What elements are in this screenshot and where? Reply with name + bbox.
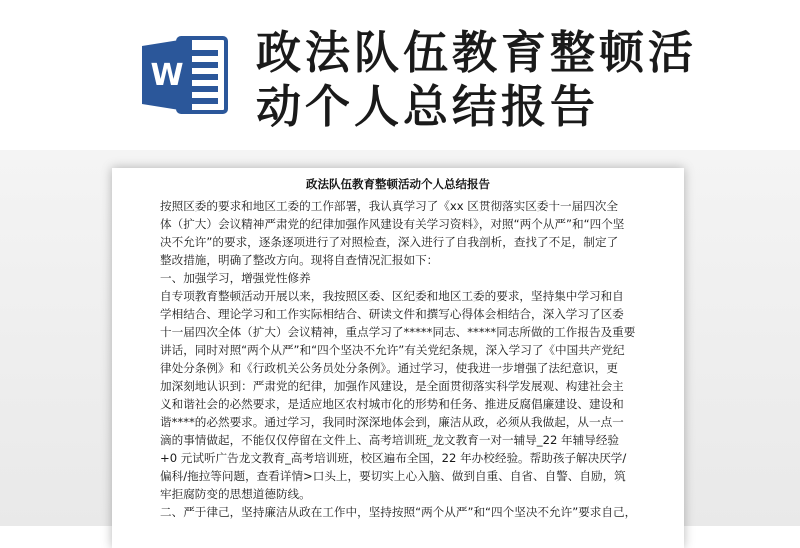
- document-line: 牢拒腐防变的思想道德防线。: [160, 487, 311, 501]
- document-line: 律处分条例》和《行政机关公务员处分条例》。通过学习，使我进一步增强了法纪意识，更: [160, 361, 618, 375]
- document-line: 整改措施，明确了整改方向。现将自查情况汇报如下：: [160, 253, 439, 267]
- document-title: 政法队伍教育整顿活动个人总结报告: [306, 177, 490, 191]
- word-icon: [140, 30, 230, 120]
- document-line: 偏科/拖拉等问题，查看详情>口头上，要切实上心入脑、做到自重、自省、自警、自励，筑: [160, 469, 626, 483]
- document-line: 决不允许”的要求，逐条逐项进行了对照检查，深入进行了自我剖析，查找了不足，制定了: [160, 235, 619, 249]
- document-line: 谐****的必然要求。通过学习，我同时深深地体会到，廉洁从政，必须从我做起，从一点一: [160, 415, 624, 429]
- document-line: +0 元试听广告龙文教育_高考培训班，校区遍布全国，22 年办校经验。帮助孩子解决厌学/: [160, 451, 627, 465]
- page-title-line1: 政法队伍教育整顿活: [256, 26, 698, 79]
- header-banner: [0, 0, 800, 160]
- document-line: 加深刻地认识到：严肃党的纪律，加强作风建设，是全面贯彻落实科学发展观、构建社会主: [160, 379, 624, 393]
- document-line: 学相结合、理论学习和工作实际相结合、研读文件和撰写心得体会相结合，深入学习了区委: [160, 307, 624, 321]
- section-heading: 二、严于律己，坚持廉洁从政在工作中，坚持按照“两个从严”和“四个坚决不允许”要求自己，: [160, 505, 637, 519]
- document-line: 讲话，同时对照“两个从严”和“四个坚决不允许”有关党纪条规，深入学习了《中国共产党纪: [160, 343, 625, 357]
- document-line: 滴的事情做起，不能仅仅停留在文件上、高考培训班_龙文教育一对一辅导_22 年辅导经验: [160, 433, 620, 447]
- document-body: [160, 197, 654, 521]
- page-title-line2: 动个人总结报告: [256, 80, 600, 133]
- document-page: [112, 168, 684, 548]
- document-line: 按照区委的要求和地区工委的工作部署，我认真学习了《xx 区贯彻落实区委十一届四次全: [160, 199, 618, 213]
- document-line: 义和谐社会的必然要求，是适应地区农村城市化的形势和任务、推进反腐倡廉建设、建设和: [160, 397, 624, 411]
- document-line: 自专项教育整顿活动开展以来，我按照区委、区纪委和地区工委的要求，坚持集中学习和自: [160, 289, 624, 303]
- word-icon-letter: W: [150, 58, 184, 93]
- document-line: 体（扩大）会议精神严肃党的纪律加强作风建设有关学习资料》，对照“两个从严”和“四个坚: [160, 217, 625, 231]
- section-heading: 一、加强学习，增强党性修养: [160, 271, 311, 285]
- document-line: 十一届四次全体（扩大）会议精神，重点学习了*****同志、*****同志所做的工作报告及重要: [160, 325, 636, 339]
